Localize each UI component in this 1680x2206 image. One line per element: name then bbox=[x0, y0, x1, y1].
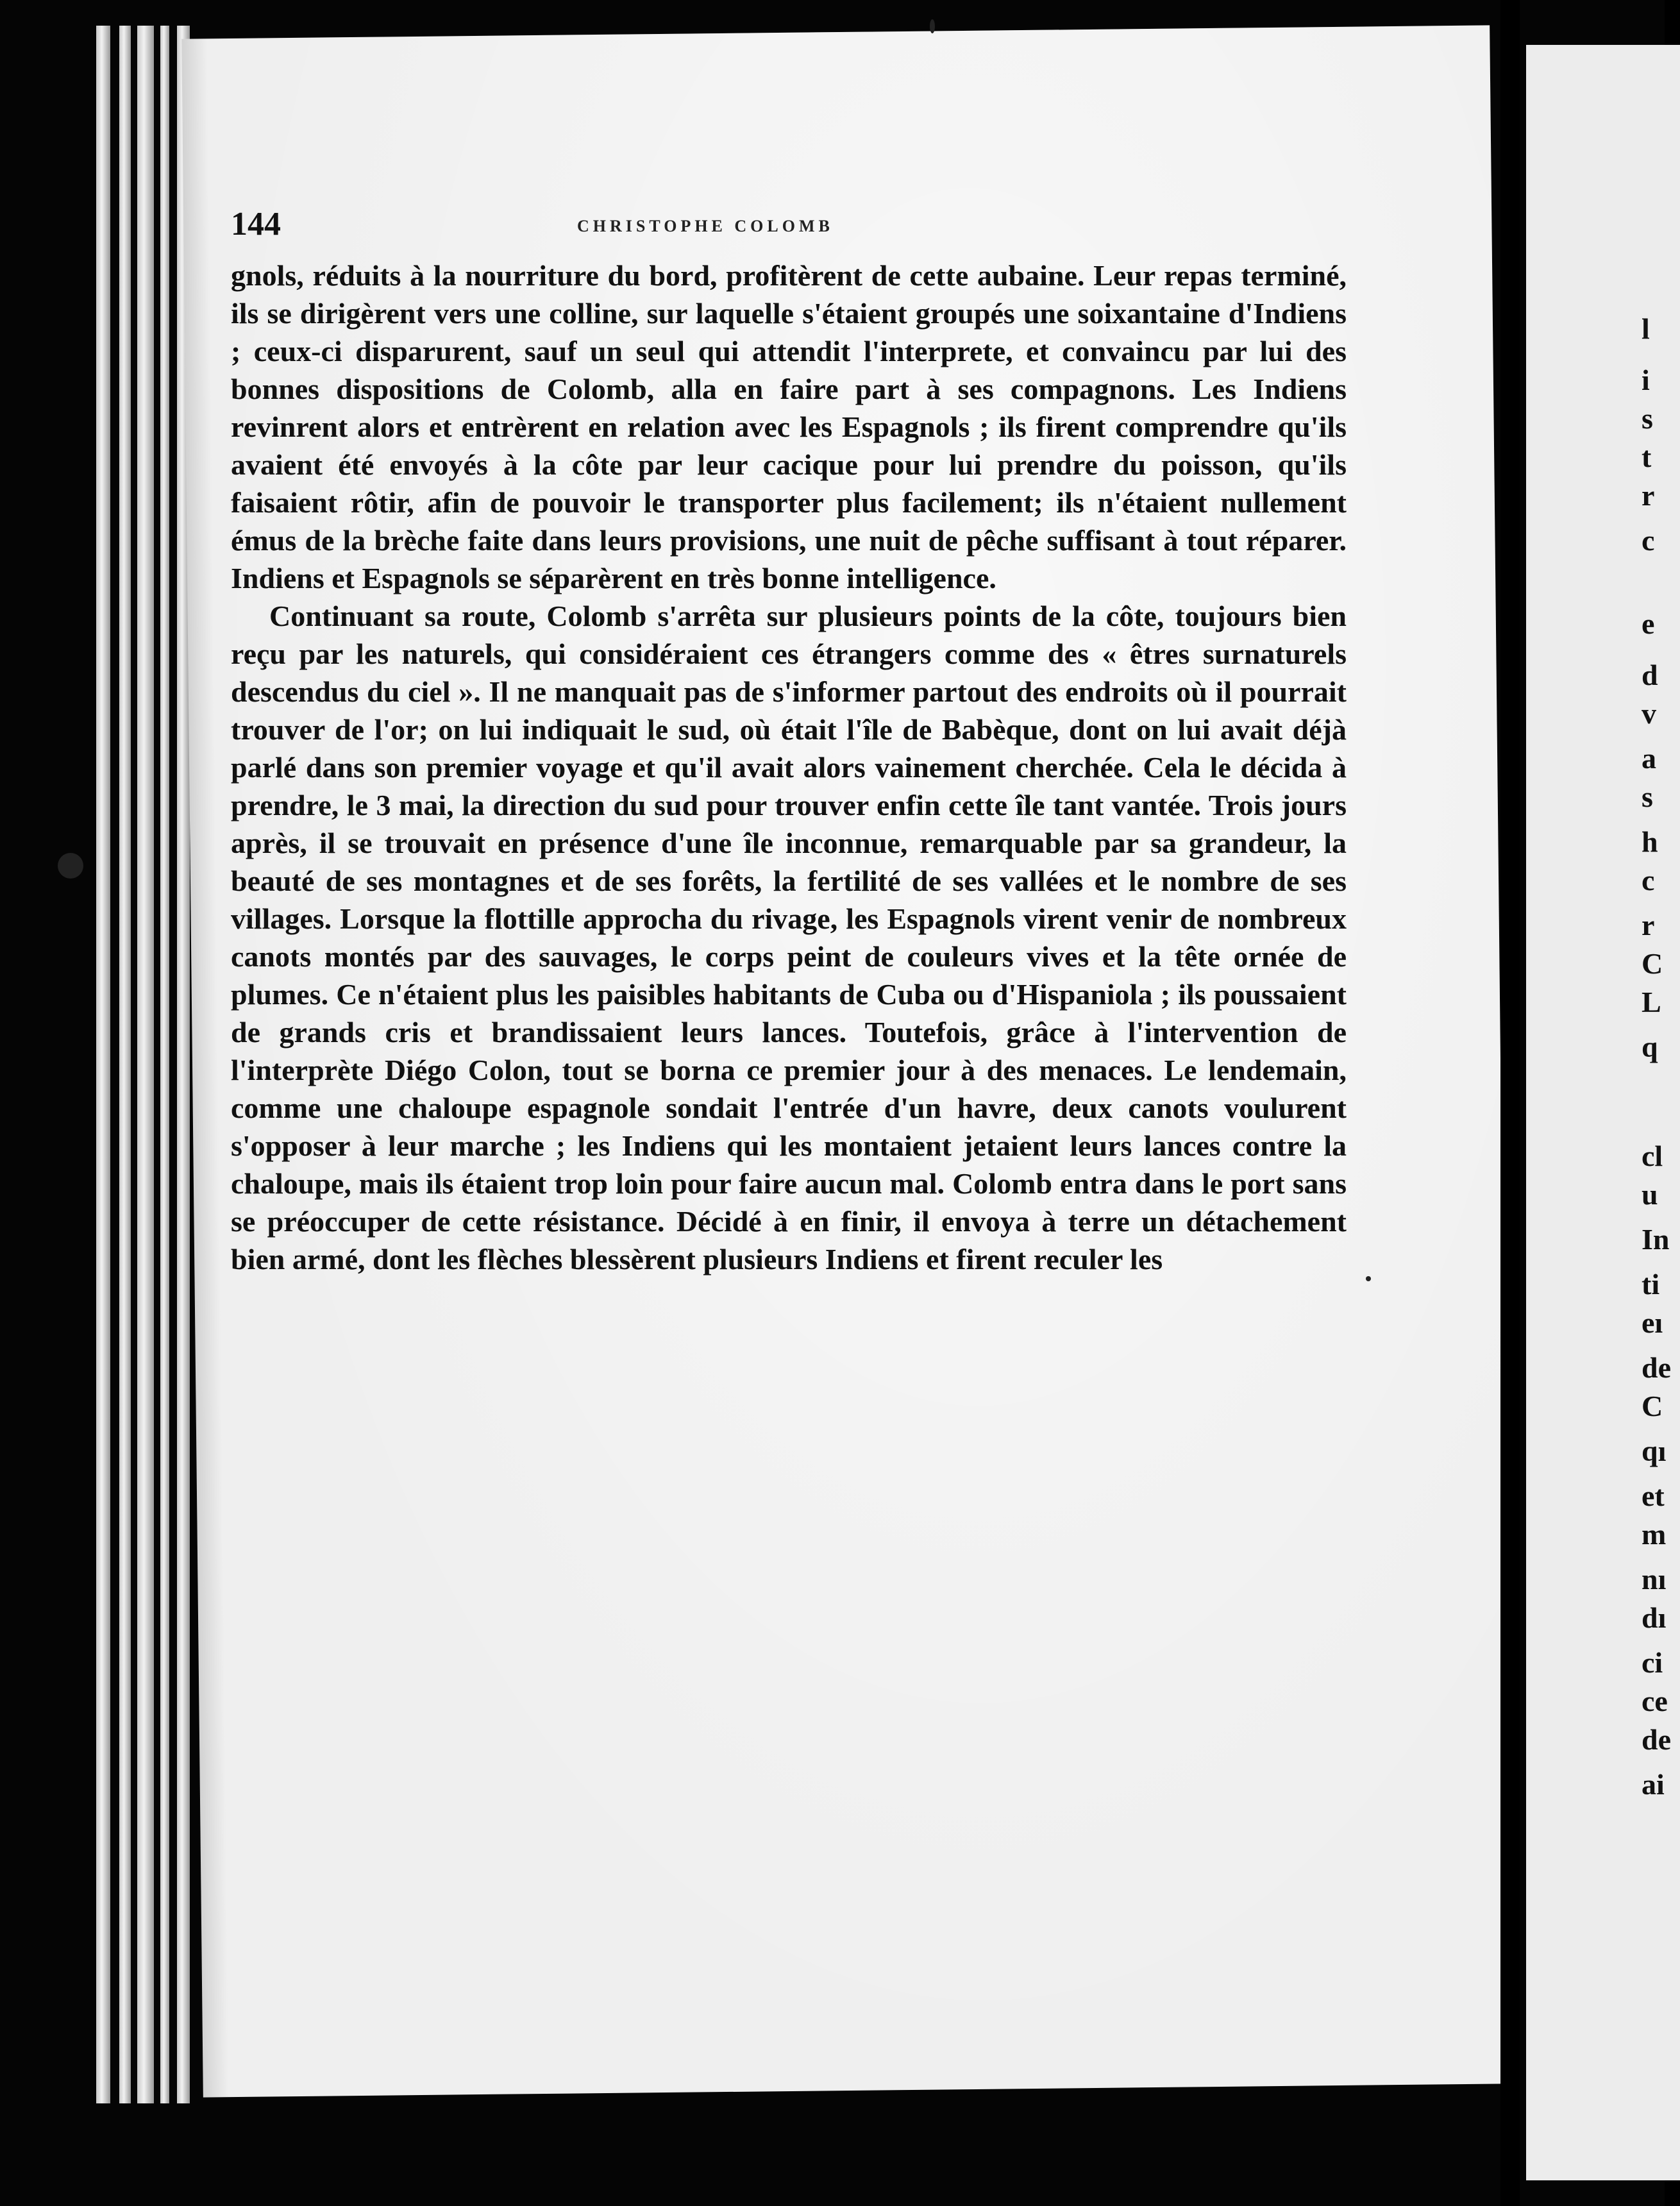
facing-page-fragment: ci bbox=[1642, 1646, 1663, 1679]
facing-page-fragment: r bbox=[1642, 479, 1655, 512]
facing-page-fragment: de bbox=[1642, 1351, 1671, 1384]
book-page-edge bbox=[119, 26, 131, 2103]
facing-page-fragment: de bbox=[1642, 1723, 1671, 1756]
page-number: 144 bbox=[231, 206, 281, 242]
paragraph: Continuant sa route, Colomb s'arrêta sur plusieurs points de la côte, toujours bien reçu par les naturels, qui considéraient ces étrangers comme des « êtres surnaturels descendus du ciel ». Il ne manquait pas de s'informer partout des endroits où il pourrait trouver de l'or; on lui indiquait le sud, où était l'île de Babèque, dont on lui avait déjà parlé dans son premier voyage et qu'il avait alors vainement cherchée. Cela le décida à prendre, le 3 mai, la direction du sud pour trouver enfin cette île tant vantée. Trois jours après, il se trouvait en présence d'une île inconnue, remarquable par sa grandeur, la beauté de ses montagnes et de ses forêts, la fertilité de ses vallées et le nombre de ses villages. Lorsque la flottille approcha du rivage, les Espagnols virent venir de nombreux canots montés par des sauvages, le corps peint de couleurs vives et la tête ornée de plumes. Ce n'étaient plus les paisibles habitants de Cuba ou d'Hispaniola ; ils poussaient de grands cris et brandissaient leurs lances. Toutefois, grâce à l'intervention de l'interprète Diégo Colon, tout se borna ce premier jour à des menaces. Le lendemain, comme une chaloupe espagnole sondait l'entrée d'un havre, deux canots voulurent s'opposer à leur marche ; les Indiens qui les montaient jetaient leurs lances contre la chaloupe, mais ils étaient trop loin pour faire aucun mal. Colomb entra dans le port sans se préoccuper de cette résistance. Décidé à en finir, il envoya à terre un détachement bien armé, dont les flèches blessèrent plusieurs Indiens et firent reculer les bbox=[231, 600, 1347, 1276]
facing-page-fragment: c bbox=[1642, 864, 1655, 897]
facing-page-fragment: l bbox=[1642, 312, 1650, 345]
scan-speck bbox=[58, 853, 83, 879]
facing-page-fragment: nı bbox=[1642, 1563, 1667, 1596]
facing-page-fragment: t bbox=[1642, 441, 1652, 473]
facing-page-fragment: et bbox=[1642, 1479, 1665, 1512]
scan-speck bbox=[930, 19, 935, 33]
running-head bbox=[231, 205, 1359, 244]
scan-speck bbox=[1366, 1276, 1371, 1281]
facing-page-fragment: ti bbox=[1642, 1268, 1660, 1301]
facing-page-fragment: ai bbox=[1642, 1768, 1665, 1801]
facing-page-fragment: C bbox=[1642, 947, 1663, 980]
facing-page-fragment: L bbox=[1642, 986, 1661, 1018]
facing-page-fragment: s bbox=[1642, 402, 1653, 435]
facing-page-fragment: eı bbox=[1642, 1306, 1663, 1339]
facing-page-fragment: s bbox=[1642, 780, 1653, 813]
right-page-fragment bbox=[1526, 45, 1680, 2180]
facing-page-fragment: u bbox=[1642, 1178, 1658, 1211]
body-text bbox=[231, 257, 1347, 1278]
facing-page-fragment: r bbox=[1642, 909, 1655, 941]
facing-page-fragment: v bbox=[1642, 697, 1656, 730]
facing-page-fragment: m bbox=[1642, 1518, 1667, 1551]
book-page-edge bbox=[160, 26, 169, 2103]
facing-page-fragment: ce bbox=[1642, 1685, 1668, 1717]
facing-page-fragment: a bbox=[1642, 742, 1656, 775]
facing-page-fragment: d bbox=[1642, 659, 1658, 691]
facing-page-fragment: i bbox=[1642, 364, 1650, 396]
facing-page-fragment: q bbox=[1642, 1031, 1658, 1063]
book-page-edge bbox=[137, 26, 154, 2103]
facing-page-fragment: c bbox=[1642, 524, 1655, 557]
facing-page-fragment: h bbox=[1642, 825, 1658, 858]
paragraph: gnols, réduits à la nourriture du bord, profitèrent de cette aubaine. Leur repas terminé, ils se dirigèrent vers une colline, sur laquelle s'étaient groupés une soixantaine d'Indiens ; ceux-ci disparurent, sauf un seul qui attendit l'interprete, et convaincu par lui des bonnes dispositions de Colomb, alla en faire part à ses compagnons. Les Indiens revinrent alors et entrèrent en relation avec les Espagnols ; ils firent comprendre qu'ils avaient été envoyés à la côte par leur cacique pour lui prendre du poisson, qu'ils faisaient rôtir, afin de pouvoir le transporter plus facilement; ils n'étaient nullement émus de la brèche faite dans leurs provisions, une nuit de pêche suffisant à tout réparer. Indiens et Espagnols se séparèrent en très bonne intelligence. bbox=[231, 259, 1347, 594]
running-title: CHRISTOPHE COLOMB bbox=[577, 217, 834, 235]
facing-page-fragment: C bbox=[1642, 1390, 1663, 1422]
facing-page-fragment: qı bbox=[1642, 1435, 1667, 1467]
facing-page-fragment: e bbox=[1642, 607, 1655, 640]
facing-page-fragment: dı bbox=[1642, 1601, 1667, 1634]
book-page-edge bbox=[96, 26, 110, 2103]
facing-page-fragment: cl bbox=[1642, 1140, 1663, 1172]
facing-page-fragment: In bbox=[1642, 1223, 1670, 1256]
book-gutter bbox=[1500, 0, 1520, 2206]
